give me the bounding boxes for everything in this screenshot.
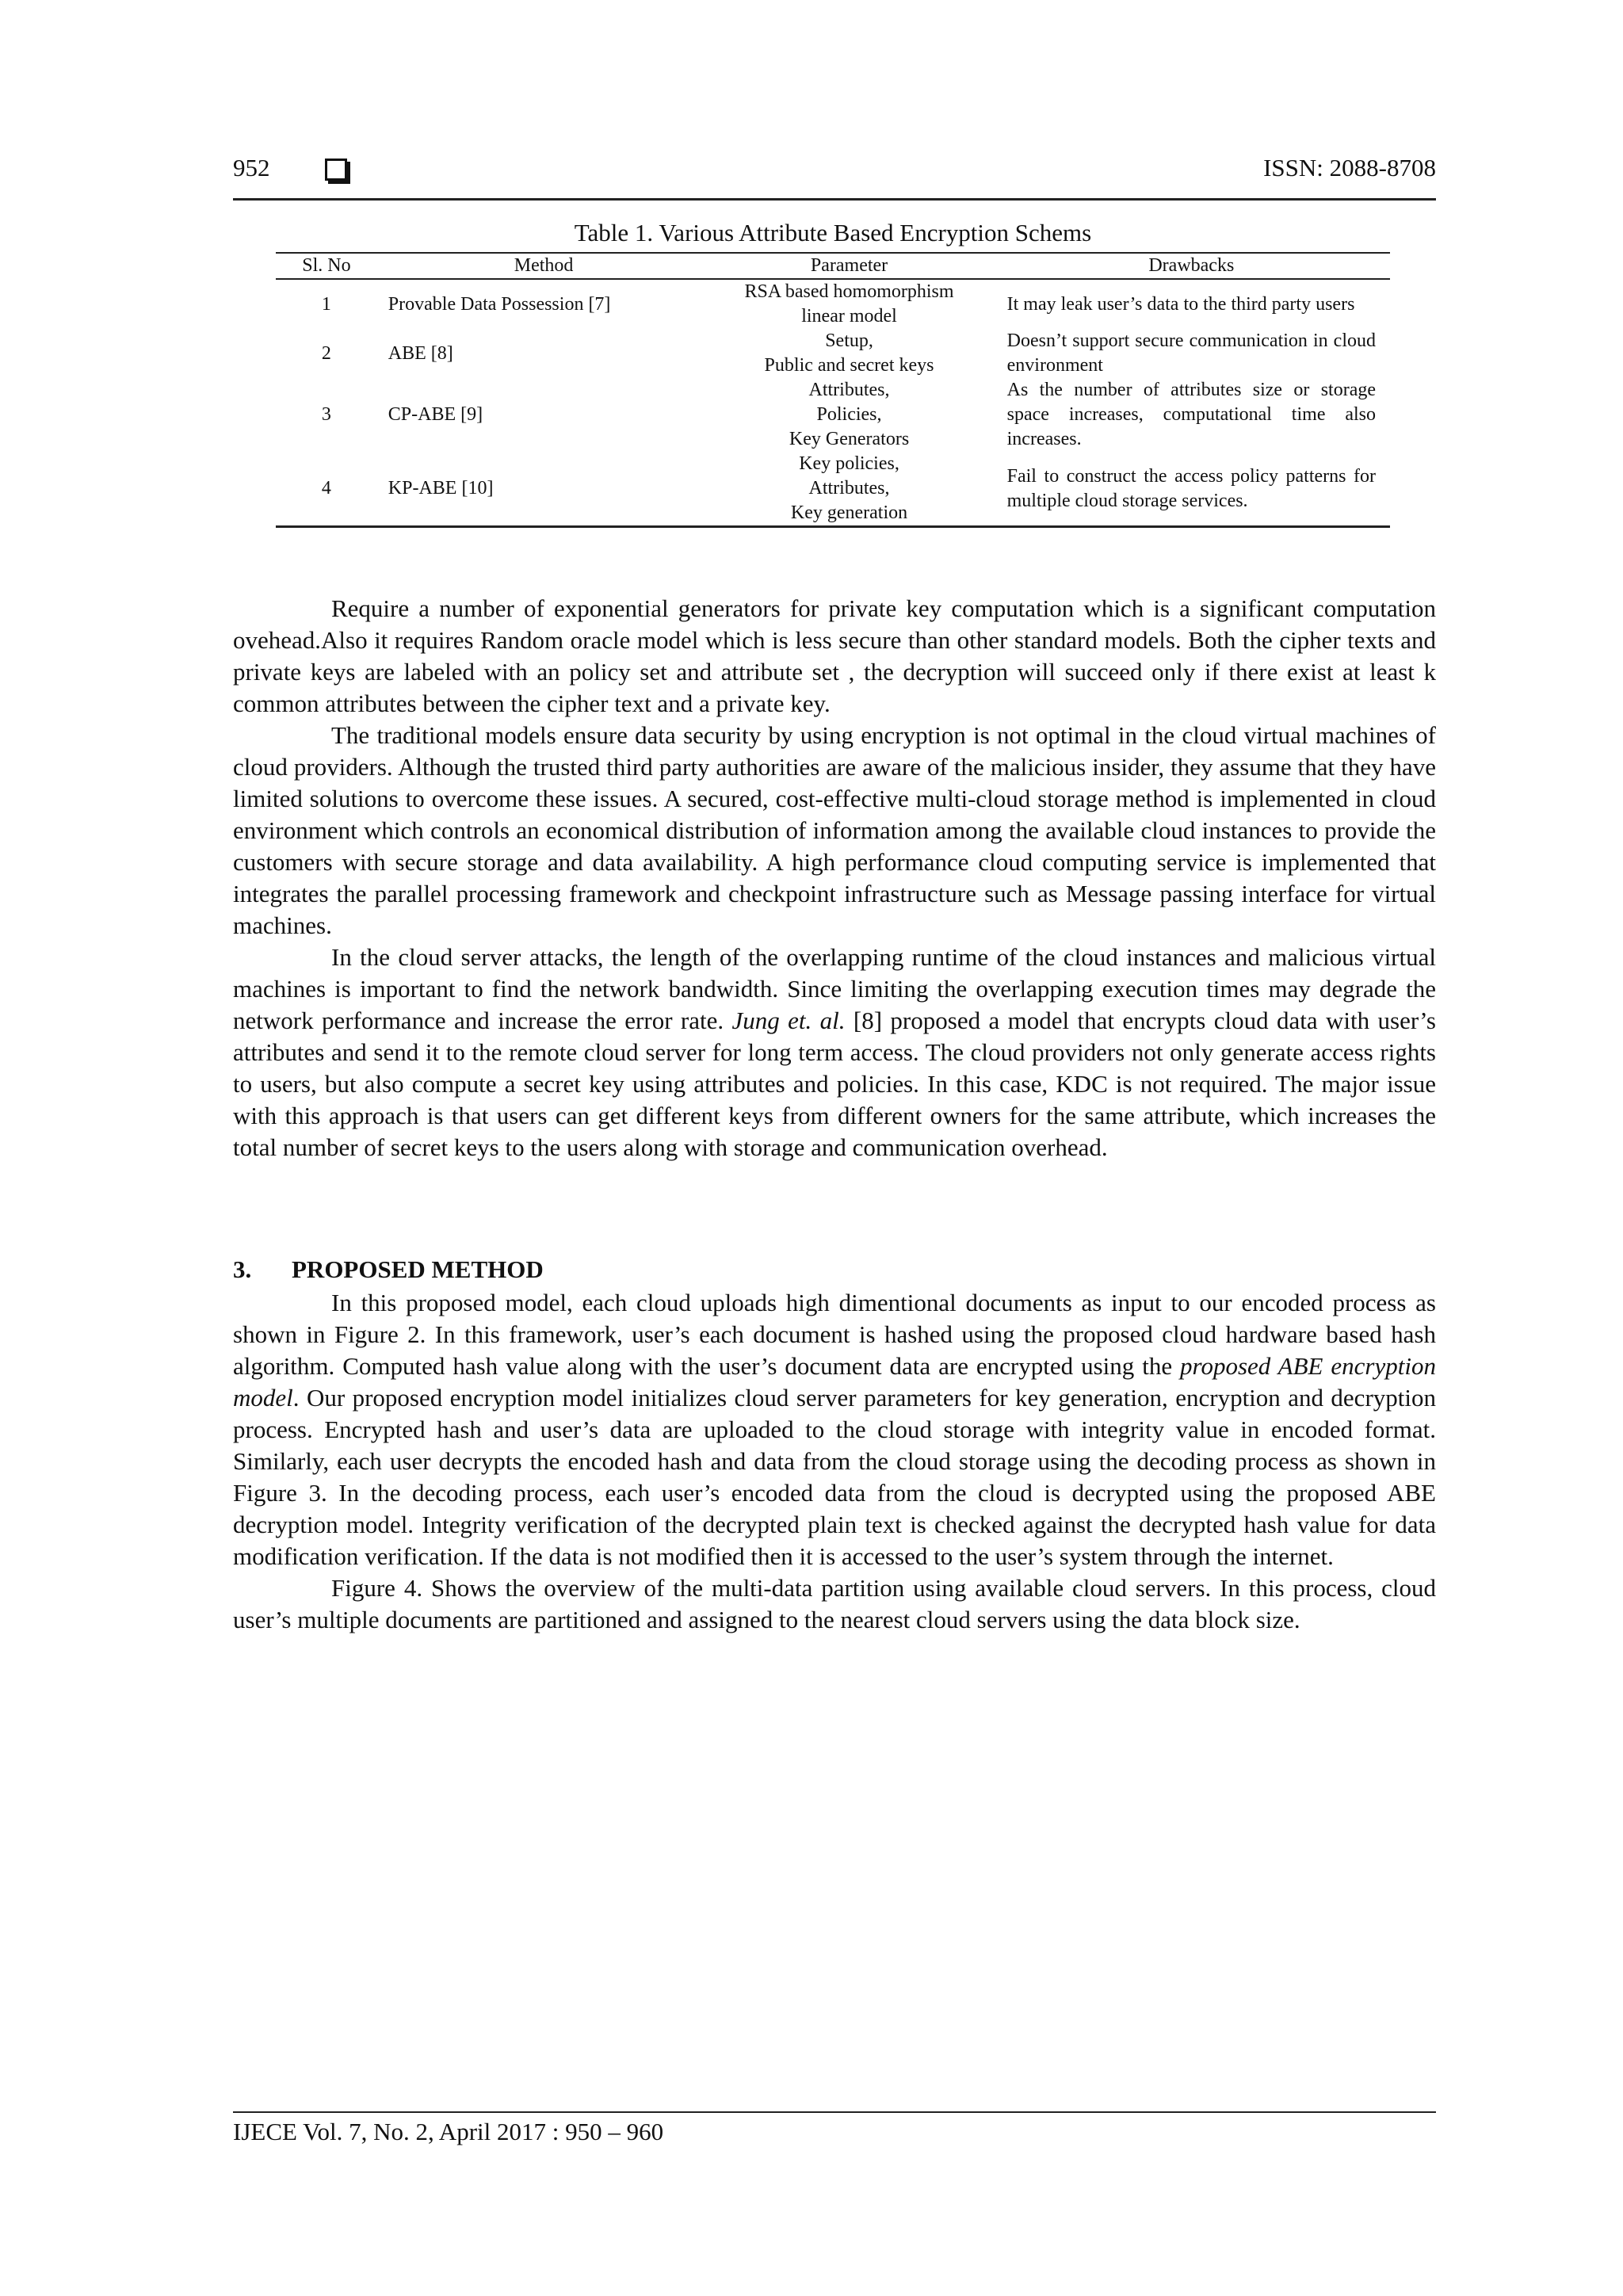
cell-parameter: Attributes, Policies, Key Generators — [789, 380, 910, 449]
paragraph: Figure 4. Shows the overview of the multi-data partition using available cloud servers. In this process, cloud user’s multiple documents are partitioned and assigned to the nearest cloud servers using the data block size. — [233, 1574, 1436, 1633]
body-text-block — [233, 593, 1436, 1163]
cell-drawbacks: It may leak user’s data to the third party users — [1006, 293, 1355, 315]
paragraph — [233, 1287, 1436, 1572]
paragraph-text: In the cloud server attacks, the length of the overlapping runtime of the cloud instances and malicious virtual machines is important to find the network bandwidth. Since limiting the overlapping execution times may degrade the network performance and increase the error rate. — [233, 943, 1436, 1034]
cell-parameter: Setup, Public and secret keys — [764, 330, 934, 376]
section-title: PROPOSED METHOD — [292, 1255, 544, 1283]
cell-method: ABE [8] — [388, 342, 453, 364]
cell-drawbacks: As the number of attributes size or storage space increases, computational time also increases. — [1006, 380, 1376, 449]
cell-sl-no: 3 — [321, 404, 331, 425]
paragraph: Require a number of exponential generators for private key computation which is a significant computation ovehead.Also it requires Random oracle model which is less secure than other standard models. Both the cipher texts and private keys are labeled with an policy set and attribute set , the decryption will succeed only if there exist at least k common attributes between the cipher text and a private key. — [233, 594, 1436, 717]
cell-method: Provable Data Possession [7] — [388, 293, 611, 315]
square-bullet-icon — [325, 159, 347, 181]
cell-drawbacks: Doesn’t support secure communication in cloud environment — [1006, 330, 1376, 376]
table-row — [276, 329, 1390, 378]
page-number: 952 — [233, 154, 270, 181]
cell-sl-no: 2 — [321, 342, 331, 364]
paragraph: The traditional models ensure data security by using encryption is not optimal in the cloud virtual machines of cloud providers. Although the trusted third party authorities are aware of the malicious insider, they assume that they have limited solutions to overcome these issues. A secured, cost-effective multi-cloud storage method is implemented in cloud environment which controls an economical distribution of information among the available cloud instances to provide the customers with secure storage and data availability. A high performance cloud computing service is implemented that integrates the parallel processing framework and checkpoint infrastructure such as Message passing interface for virtual machines. — [233, 721, 1436, 939]
table-caption: Table 1. Various Attribute Based Encryption Schems — [574, 219, 1092, 246]
table-header-row — [276, 253, 1390, 279]
column-header-sl-no: Sl. No — [276, 253, 377, 279]
section-number: 3. — [233, 1255, 252, 1283]
journal-citation: IJECE Vol. 7, No. 2, April 2017 : 950 – 960 — [233, 2118, 664, 2145]
paragraph-text: In this proposed model, each cloud uploads high dimentional documents as input to our encoded process as shown in Figure 2. In this framework, user’s each document is hashed using the proposed cloud hardware based hash algorithm. Computed hash value along with the user’s document data are encrypted using the — [233, 1289, 1436, 1380]
paragraph-text: [8] proposed a model that encrypts cloud data with user’s attributes and send it to the remote cloud server for long term access. The cloud providers not only generate access rights to users, but also compute a secret key using attributes and policies. In this case, KDC is not required. The major issue with this approach is that users can get different keys from different owners for the same attribute, which increases the total number of secret keys to the users along with storage and communication overhead. — [233, 1007, 1436, 1161]
paragraph-text: . Our proposed encryption model initializes cloud server parameters for key generation, encryption and decryption process. Encrypted hash and user’s data are uploaded to the cloud storage with integrity value in encoded format. Similarly, each user decrypts the encoded hash and data from the cloud storage using the decoding process as shown in Figure 3. In the decoding process, each user’s encoded data from the cloud is decrypted using the proposed ABE decryption model. Integrity verification of the decrypted plain text is checked against the decrypted hash value for data modification verification. If the data is not modified then it is accessed to the user’s system through the internet. — [233, 1384, 1436, 1570]
section-heading — [233, 1255, 544, 1284]
cell-parameter: Key policies, Attributes, Key generation — [702, 452, 995, 527]
column-header-method: Method — [377, 253, 703, 279]
paragraph — [233, 942, 1436, 1163]
abe-schemes-table — [276, 252, 1390, 528]
table-row — [276, 279, 1390, 329]
column-header-parameter: Parameter — [702, 253, 995, 279]
body-text-block — [233, 1287, 1436, 1636]
cell-sl-no: 1 — [321, 293, 331, 315]
column-header-drawbacks: Drawbacks — [996, 253, 1390, 279]
cell-drawbacks: Fail to construct the access policy patterns for multiple cloud storage services. — [996, 452, 1390, 527]
cell-method: CP-ABE [9] — [388, 404, 483, 425]
cell-method: KP-ABE [10] — [377, 452, 703, 527]
page-footer — [233, 2111, 1436, 2146]
cell-sl-no: 4 — [276, 452, 377, 527]
page-header — [233, 154, 1436, 201]
table-row — [276, 452, 1390, 527]
issn-label: ISSN: 2088-8708 — [1263, 154, 1436, 181]
cell-parameter: RSA based homomorphism linear model — [744, 281, 954, 327]
citation-author: Jung et. al. — [731, 1007, 846, 1034]
table-row — [276, 378, 1390, 452]
emphasis-text: proposed ABE encryption model — [233, 1352, 1436, 1412]
